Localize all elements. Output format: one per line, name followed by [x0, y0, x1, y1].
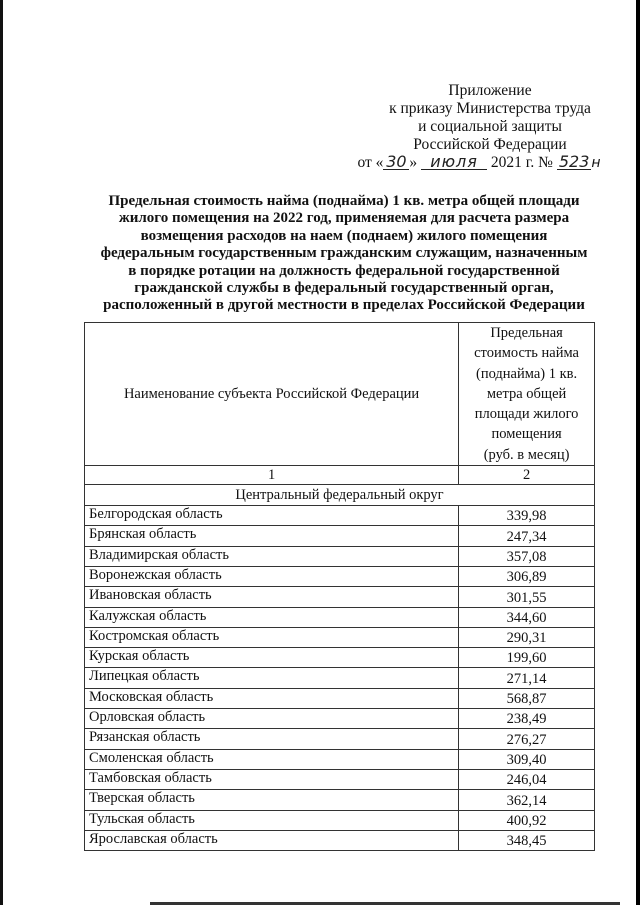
document-title — [88, 193, 600, 315]
table-row — [85, 668, 595, 688]
table-row — [85, 648, 595, 668]
table-row — [85, 729, 595, 749]
region-name: Ивановская область — [85, 587, 459, 607]
handwritten-day: 30 — [383, 155, 409, 170]
table-row — [85, 526, 595, 546]
region-name: Тульская область — [85, 810, 459, 830]
region-name: Ярославская область — [85, 830, 459, 850]
table-row — [85, 749, 595, 769]
rates-table — [84, 322, 595, 851]
table-row — [85, 830, 595, 850]
region-name: Тверская область — [85, 790, 459, 810]
scan-edge-left — [0, 0, 3, 905]
header-value-line: площади жилого — [474, 406, 579, 423]
region-value: 238,49 — [459, 709, 595, 729]
title-line: Предельная стоимость найма (поднайма) 1 кв. метра общей площади — [108, 193, 580, 209]
region-value: 357,08 — [459, 546, 595, 566]
appendix-line-2: к приказу Министерства труда — [389, 100, 591, 117]
appendix-line-3: и социальной защиты — [418, 118, 562, 135]
region-name: Владимирская область — [85, 546, 459, 566]
region-value: 301,55 — [459, 587, 595, 607]
region-value: 290,31 — [459, 627, 595, 647]
order-date-line — [318, 154, 640, 172]
region-name: Белгородская область — [85, 506, 459, 526]
appendix-line-1: Приложение — [448, 82, 532, 99]
table-row — [85, 709, 595, 729]
region-value: 339,98 — [459, 506, 595, 526]
region-value: 199,60 — [459, 648, 595, 668]
table-row — [85, 790, 595, 810]
region-name: Курская область — [85, 648, 459, 668]
table-row — [85, 769, 595, 789]
title-line: жилого помещения на 2022 год, применяемая для расчета размера — [118, 210, 570, 227]
table-row — [85, 607, 595, 627]
district-row — [85, 485, 595, 506]
column-number: 1 — [85, 466, 459, 485]
region-name: Московская область — [85, 688, 459, 708]
header-max-rent-cost — [459, 323, 595, 466]
handwritten-month: июля — [421, 155, 487, 170]
region-name: Рязанская область — [85, 729, 459, 749]
title-line: расположенный в другой местности в пределах Российской Федерации — [103, 297, 585, 314]
date-year: 2021 г. № — [490, 154, 553, 171]
header-value-line: стоимость найма — [474, 345, 579, 362]
title-line: гражданской службы в федеральный государственный орган, — [134, 280, 554, 297]
table-header-row — [85, 323, 595, 466]
region-value: 568,87 — [459, 688, 595, 708]
title-line: федеральным государственным гражданским служащим, назначенным — [100, 245, 588, 262]
handwritten-order-number: 523 — [558, 152, 590, 171]
table-row — [85, 627, 595, 647]
table-row — [85, 587, 595, 607]
table-row — [85, 566, 595, 586]
region-name: Смоленская область — [85, 749, 459, 769]
title-line: возмещения расходов на наем (поднаем) жилого помещения — [140, 227, 548, 244]
region-name: Брянская область — [85, 526, 459, 546]
appendix-line-4: Российской Федерации — [413, 136, 567, 153]
table-row — [85, 506, 595, 526]
table-row — [85, 810, 595, 830]
region-name: Орловская область — [85, 709, 459, 729]
header-value-line: Предельная — [490, 325, 563, 341]
date-prefix: от « — [357, 154, 384, 171]
header-value-line: (руб. в месяц) — [483, 446, 570, 463]
region-value: 400,92 — [459, 810, 595, 830]
appendix-header — [340, 82, 640, 172]
district-name: Центральный федеральный округ — [85, 485, 595, 506]
date-mid: » — [409, 154, 418, 171]
region-value: 348,45 — [459, 830, 595, 850]
header-value-line: метра общей — [486, 385, 567, 402]
region-value: 344,60 — [459, 607, 595, 627]
region-value: 276,27 — [459, 729, 595, 749]
column-number: 2 — [459, 466, 595, 485]
column-number-row — [85, 466, 595, 485]
region-name: Тамбовская область — [85, 769, 459, 789]
region-name: Костромская область — [85, 627, 459, 647]
title-line: в порядке ротации на должность федеральной государственной — [128, 262, 560, 279]
region-name: Калужская область — [85, 607, 459, 627]
table-row — [85, 688, 595, 708]
region-value: 246,04 — [459, 769, 595, 789]
region-value: 309,40 — [459, 749, 595, 769]
handwritten-order-suffix: н — [591, 155, 601, 171]
region-value: 362,14 — [459, 790, 595, 810]
region-name: Воронежская область — [85, 566, 459, 586]
header-subject-name: Наименование субъекта Российской Федерации — [85, 323, 459, 466]
region-value: 247,34 — [459, 526, 595, 546]
region-name: Липецкая область — [85, 668, 459, 688]
header-value-line: (поднайма) 1 кв. — [476, 365, 578, 382]
region-value: 271,14 — [459, 668, 595, 688]
table-row — [85, 546, 595, 566]
header-value-line: помещения — [491, 426, 562, 443]
region-value: 306,89 — [459, 566, 595, 586]
